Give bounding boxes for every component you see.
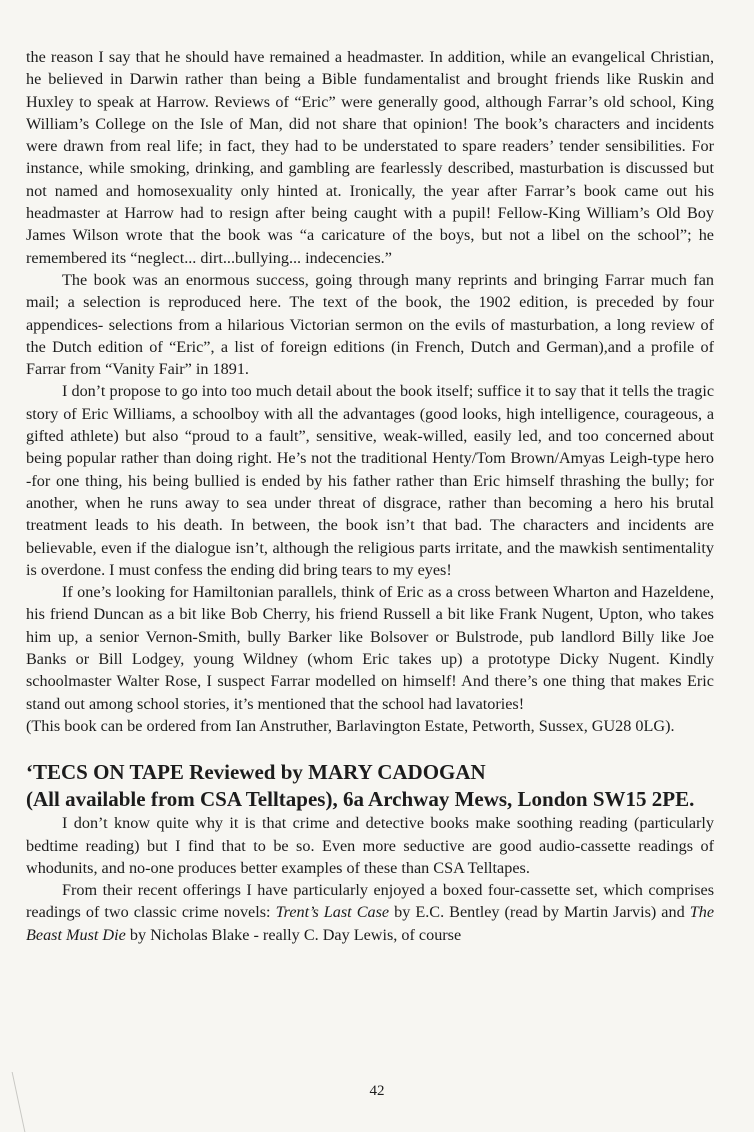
scan-edge-mark xyxy=(0,1072,25,1132)
text-run: by Nicholas Blake - really C. Day Lewis, of course xyxy=(125,925,462,944)
paragraph-tapes-offerings xyxy=(26,879,714,946)
book-title-beast-must-die: The Beast Must Die xyxy=(26,903,714,944)
section-heading xyxy=(26,759,714,812)
paragraph-book-success: The book was an enormous success, going through many reprints and bringing Farrar much fan mail; a selection is reproduced here. The text of the book, the 1902 edition, is preceded by four appendices- selections from a hilarious Victorian sermon on the evils of masturbation, a long review of the Dutch edition of “Eric”, a list of foreign editions (in French, Dutch and German),and a profile of Farrar from “Vanity Fair” in 1891. xyxy=(26,270,714,379)
paragraph-tapes-intro: I don’t know quite why it is that crime and detective books make soothing reading (particularly bedtime reading) but I find that to be so. Even more seductive are good audio-cassette readings of whodunits, and no-one produces better examples of these than CSA Telltapes. xyxy=(26,814,714,877)
paragraph-order-info: (This book can be ordered from Ian Anstruther, Barlavington Estate, Petworth, Sussex, GU28 0LG). xyxy=(26,716,675,735)
heading-title: ‘TECS ON TAPE Reviewed by MARY CADOGAN xyxy=(26,760,486,785)
paragraph-review-continuation: the reason I say that he should have remained a headmaster. In addition, while an evangelical Christian, he believed in Darwin rather than being a Bible fundamentalist and brought friends like Ruskin and Huxley to speak at Harrow. Reviews of “Eric” were generally good, although Farrar’s old school, King William’s College on the Isle of Man, did not share that opinion! The book’s characters and incidents were drawn from real life; in fact, they had to be understated to spare readers’ tender sensibilities. For instance, while smoking, drinking, and gambling are fearlessly described, masturbation is discussed but not named and homosexuality only hinted at. Ironically, the year after Farrar’s book came out his headmaster at Harrow had to resign after being caught with a pupil! Fellow-King William’s Old Boy James Wilson wrote that the book was “a caricature of the boys, but not a libel on the school”; he remembered its “neglect... dirt...bullying... indecencies.” xyxy=(26,48,714,267)
page-number: 42 xyxy=(369,1083,385,1099)
page-body xyxy=(26,46,714,946)
book-title-trents-last-case: Trent’s Last Case xyxy=(275,903,390,922)
text-run: by E.C. Bentley (read by Martin Jarvis) and xyxy=(389,903,690,922)
heading-subtitle: (All available from CSA Telltapes), 6a Archway Mews, London SW15 2PE. xyxy=(26,787,695,812)
paragraph-story-summary: I don’t propose to go into too much detail about the book itself; suffice it to say that it tells the tragic story of Eric Williams, a schoolboy with all the advantages (good looks, high intelligence, courageous, a gifted athlete) but also “proud to a fault”, sensitive, weak-willed, easily led, and too concerned about being popular rather than doing right. He’s not the traditional Henty/Tom Brown/Amyas Leigh-type hero -for one thing, his being bullied is ended by his father rather than Eric himself thrashing the bully; for another, when he runs away to sea under threat of disgrace, rather than becoming a hero his brutal treatment leads to his death. In between, the book isn’t that bad. The characters and incidents are believable, even if the dialogue isn’t, although the religious parts irritate, and the mawkish sentimentality is overdone. I must confess the ending did bring tears to my eyes! xyxy=(26,382,714,579)
text-run: From their recent offerings I have particularly enjoyed a boxed four-cassette set, which comprises readings of two classic crime novels: xyxy=(26,881,714,922)
paragraph-hamiltonian-parallels: If one’s looking for Hamiltonian parallels, think of Eric as a cross between Wharton and Hazeldene, his friend Duncan as a bit like Bob Cherry, his friend Russell a bit like Frank Nugent, Upton, who takes him up, a senior Vernon-Smith, bully Barker like Bolsover or Bulstrode, pub landlord Billy like Joe Banks or Bill Lodgey, young Wildney (whom Eric takes up) a prototype Dicky Nugent. Kindly schoolmaster Walter Rose, I suspect Farrar modelled on himself! And there’s one thing that makes Eric stand out among school stories, it’s mentioned that the school had lavatories! xyxy=(26,583,714,713)
